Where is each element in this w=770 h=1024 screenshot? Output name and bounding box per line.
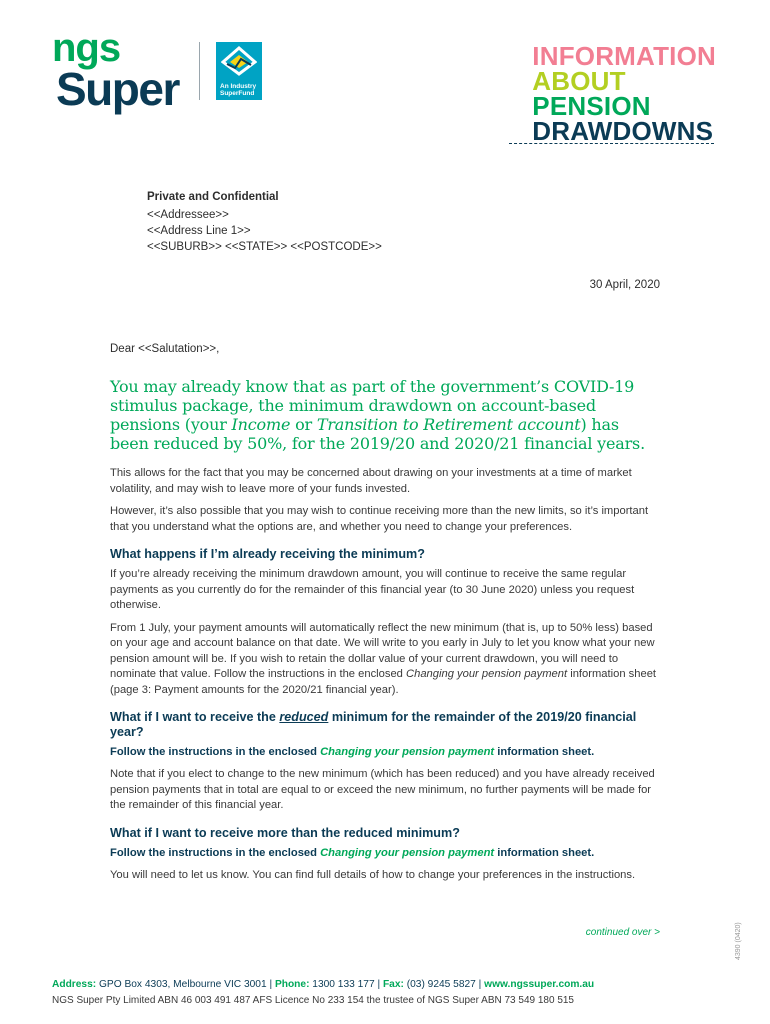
letter-body xyxy=(110,343,660,890)
document-code: 4390 (0420) xyxy=(735,922,742,960)
website-link[interactable]: www.ngssuper.com.au xyxy=(484,979,595,990)
section2-paragraph: Note that if you elect to change to the new minimum (which has been reduced) and you have already received pension payments that in total are equal to or exceed the new minimum, no further payments will be made for the remainder of this financial year. xyxy=(110,768,655,811)
section2-instruction: Follow the instructions in the enclosed Changing your pension payment information sheet. xyxy=(110,746,595,758)
logo-super-text: Super xyxy=(56,63,179,115)
letter-date: 30 April, 2020 xyxy=(589,279,660,291)
title-underline xyxy=(509,143,714,144)
address-line-1: <<Address Line 1>> xyxy=(147,225,251,237)
industry-super-badge-icon xyxy=(221,46,257,76)
section-heading-already-minimum: What happens if I’m already receiving the minimum? xyxy=(110,547,425,561)
section3-paragraph: You will need to let us know. You can find full details of how to change your preferences in the instructions. xyxy=(110,868,636,881)
intro-paragraph-2: However, it’s also possible that you may wish to continue receiving more than the new limits, so it’s important that you understand what the options are, and whether you need to change your preferences. xyxy=(110,505,649,533)
footer-contact: Address: GPO Box 4303, Melbourne VIC 3001 | Phone: 1300 133 177 | Fax: (03) 9245 5827 | www.ngssuper.com.au xyxy=(52,979,595,990)
section1-paragraph-1: If you’re already receiving the minimum drawdown amount, you will continue to receive the same regular payments as you currently do for the remainder of this financial year (to 30 June 2020) unless you request otherwise. xyxy=(110,568,635,611)
document-title: INFORMATION ABOUT PENSION DRAWDOWNS xyxy=(532,41,716,146)
logo-divider xyxy=(199,42,200,100)
section-heading-more-than-minimum: What if I want to receive more than the reduced minimum? xyxy=(110,825,460,840)
addressee-line: <<Addressee>> xyxy=(147,209,229,221)
salutation: Dear <<Salutation>>, xyxy=(110,343,220,355)
confidential-label: Private and Confidential xyxy=(147,191,279,203)
footer-legal: NGS Super Pty Limited ABN 46 003 491 487 AFS Licence No 233 154 the trustee of NGS Super ABN 73 549 180 515 xyxy=(52,995,574,1006)
changing-pension-payment-link[interactable]: Changing your pension payment xyxy=(320,846,495,859)
section1-paragraph-2: From 1 July, your payment amounts will automatically reflect the new minimum (that is, up to 50% less) based on your age and account balance on that date. We will write to you early in July to let you know what your new pension amount will be. If you wish to retain the dollar value of your current drawdown, you will need to nominate that value. Follow the instructions in the enclosed Changing your pension payment information sheet (page 3: Payment amounts for the 2020/21 financial year). xyxy=(110,621,657,696)
continued-over-note: continued over > xyxy=(585,927,660,938)
section3-instruction: Follow the instructions in the enclosed Changing your pension payment information sheet. xyxy=(110,846,595,859)
badge-text: An Industry SuperFund xyxy=(220,83,257,97)
industry-super-badge xyxy=(216,42,262,100)
recipient-address xyxy=(147,189,382,255)
changing-pension-payment-link[interactable]: Changing your pension payment xyxy=(320,746,495,758)
lead-statement: You may already know that as part of the government’s COVID-19 stimulus package, the minimum drawdown on account-based pensions (your Income or Transition to Retirement account) has been reduced by 50%, for the 2019/20 and 2020/21 financial years. xyxy=(110,377,645,453)
logo-ngs-text: ngs xyxy=(52,26,121,70)
intro-paragraph-1: This allows for the fact that you may be concerned about drawing on your investments at a time of market volatility, and may wish to leave more of your funds invested. xyxy=(110,467,632,495)
section-heading-reduced-minimum: What if I want to receive the reduced minimum for the remainder of the 2019/20 financial year? xyxy=(110,710,637,739)
suburb-line: <<SUBURB>> <<STATE>> <<POSTCODE>> xyxy=(147,241,382,253)
